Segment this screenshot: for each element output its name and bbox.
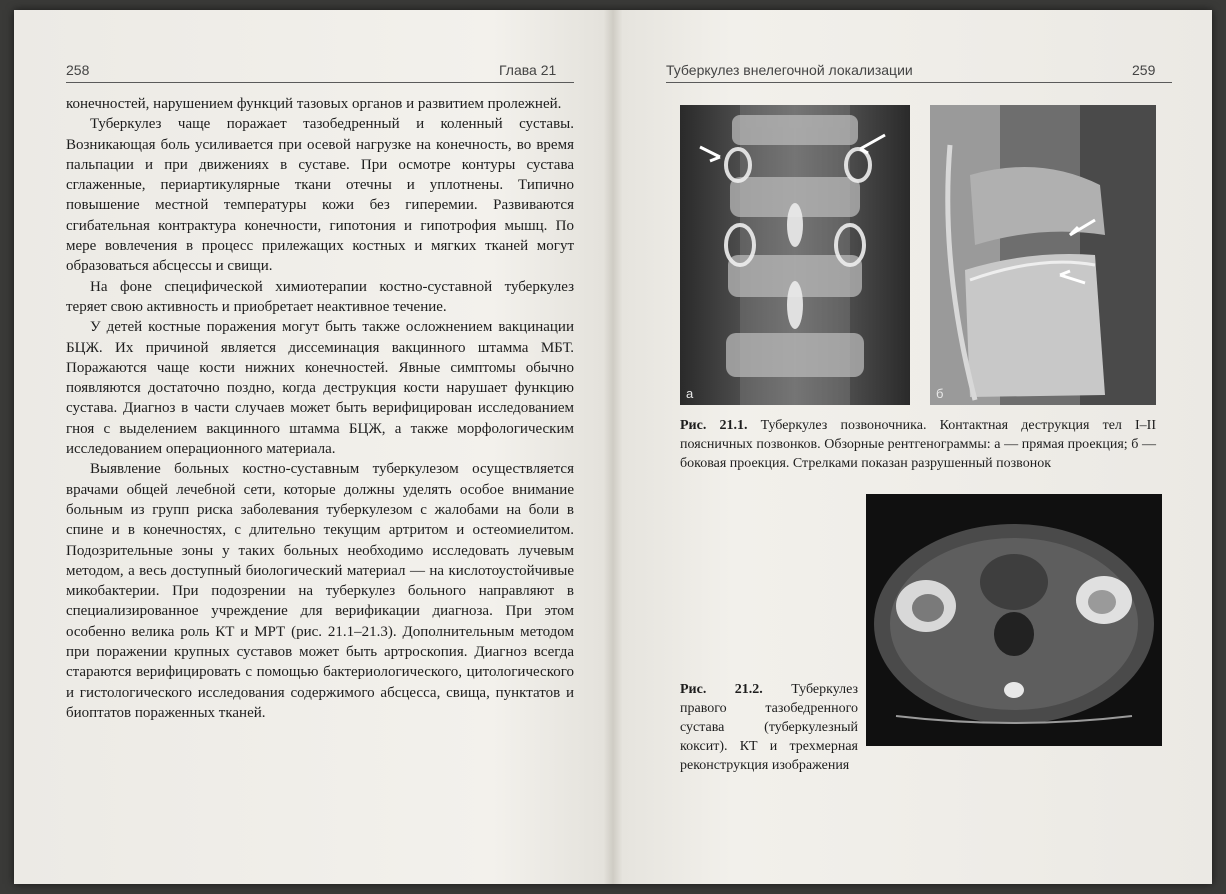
paragraph: конечностей, нарушением функций тазовых органов и развитием пролежней. (66, 96, 562, 112)
ct-pelvis-image (866, 494, 1162, 746)
paragraph: У детей костные поражения могут быть также осложнением вакцинации БЦЖ. Их причиной является диссеминация вакцинного штамма МБТ. Поражаются чаще кости нижних конечностей. Явные симптомы обычно появляются достаточно поздно, когда деструкция кости нарушает функцию сустава. Диагноз в части случаев может быть верифицирован исследованием гноя с выделением вакцинного штамма БЦЖ, а также морфологическим исследованием операционного материала. (66, 319, 574, 458)
right-page (614, 10, 1212, 884)
figure-21-1-label: Рис. 21.1. (680, 418, 748, 433)
page-number-left: 258 (66, 62, 90, 78)
figure-21-2-caption (680, 680, 858, 775)
left-body-text (66, 94, 574, 723)
xray-lateral-image (930, 105, 1156, 405)
header-rule-left (66, 82, 574, 83)
left-page (14, 10, 612, 884)
book-spread (14, 10, 1212, 884)
running-head-left: Глава 21 (499, 62, 557, 78)
page-number-right: 259 (1132, 62, 1156, 78)
panel-label-b: б (936, 386, 944, 401)
panel-label-a: а (686, 386, 694, 401)
paragraph: Туберкулез чаще поражает тазобедренный и коленный суставы. Возникающая боль усиливается при осевой нагрузке на конечность, во время пальпации и при движениях в суставе. При осмотре контуры сустава сглаженные, периартикулярные ткани отечны и уплотнены. Типично повышение местной температуры кожи без гиперемии. Развиваются сгибательная контрактура конечности, гипотония и гипотрофия мышц. По мере вовлечения в процесс прилежащих костных и мягких тканей могут образоваться абсцессы и свищи. (66, 116, 574, 275)
paragraph: На фоне специфической химиотерапии костно-суставной туберкулез теряет свою активность и приобретает неактивное течение. (66, 278, 574, 315)
paragraph: Выявление больных костно-суставным туберкулезом осуществляется врачами общей лечебной сети, которые должны уделять особое внимание больным из групп риска заболевания туберкулезом с жалобами на боли в спине и в конечностях, с длительно текущим артритом и остеомиелитом. Подозрительные зоны у таких больных необходимо исследовать лучевым методом, а весь доступный биологический материал — на кислотоустойчивые микобактерии. При подозрении на туберкулез больного направляют в специализированное учреждение для верификации диагноза. При этом особенно велика роль КТ и МРТ (рис. 21.1–21.3). Дополнительным методом при поражении крупных суставов может быть артроскопия. Диагноз всегда стараются верифицировать с помощью бактериологического, цитологического и гистологического исследования содержимого абсцесса, свища, пунктатов и биоптатов пораженных тканей. (66, 461, 574, 721)
header-rule-right (666, 82, 1172, 83)
xray-frontal-image (680, 105, 910, 405)
figure-21-1-text: Туберкулез позвоночника. Контактная деструкция тел I–II поясничных позвонков. Обзорные рентгенограммы: а — прямая проекция; б — боковая проекция. Стрелками показан разрушенный позвонок (680, 418, 1157, 471)
figure-21-1-caption (680, 416, 1156, 473)
figure-21-2-text: Туберкулез правого тазобедренного сустава (туберкулезный коксит). КТ и трехмерная реконструкция изображения (680, 682, 858, 773)
running-head-right: Туберкулез внелегочной локализации (666, 62, 913, 78)
figure-21-2-label: Рис. 21.2. (680, 682, 763, 697)
